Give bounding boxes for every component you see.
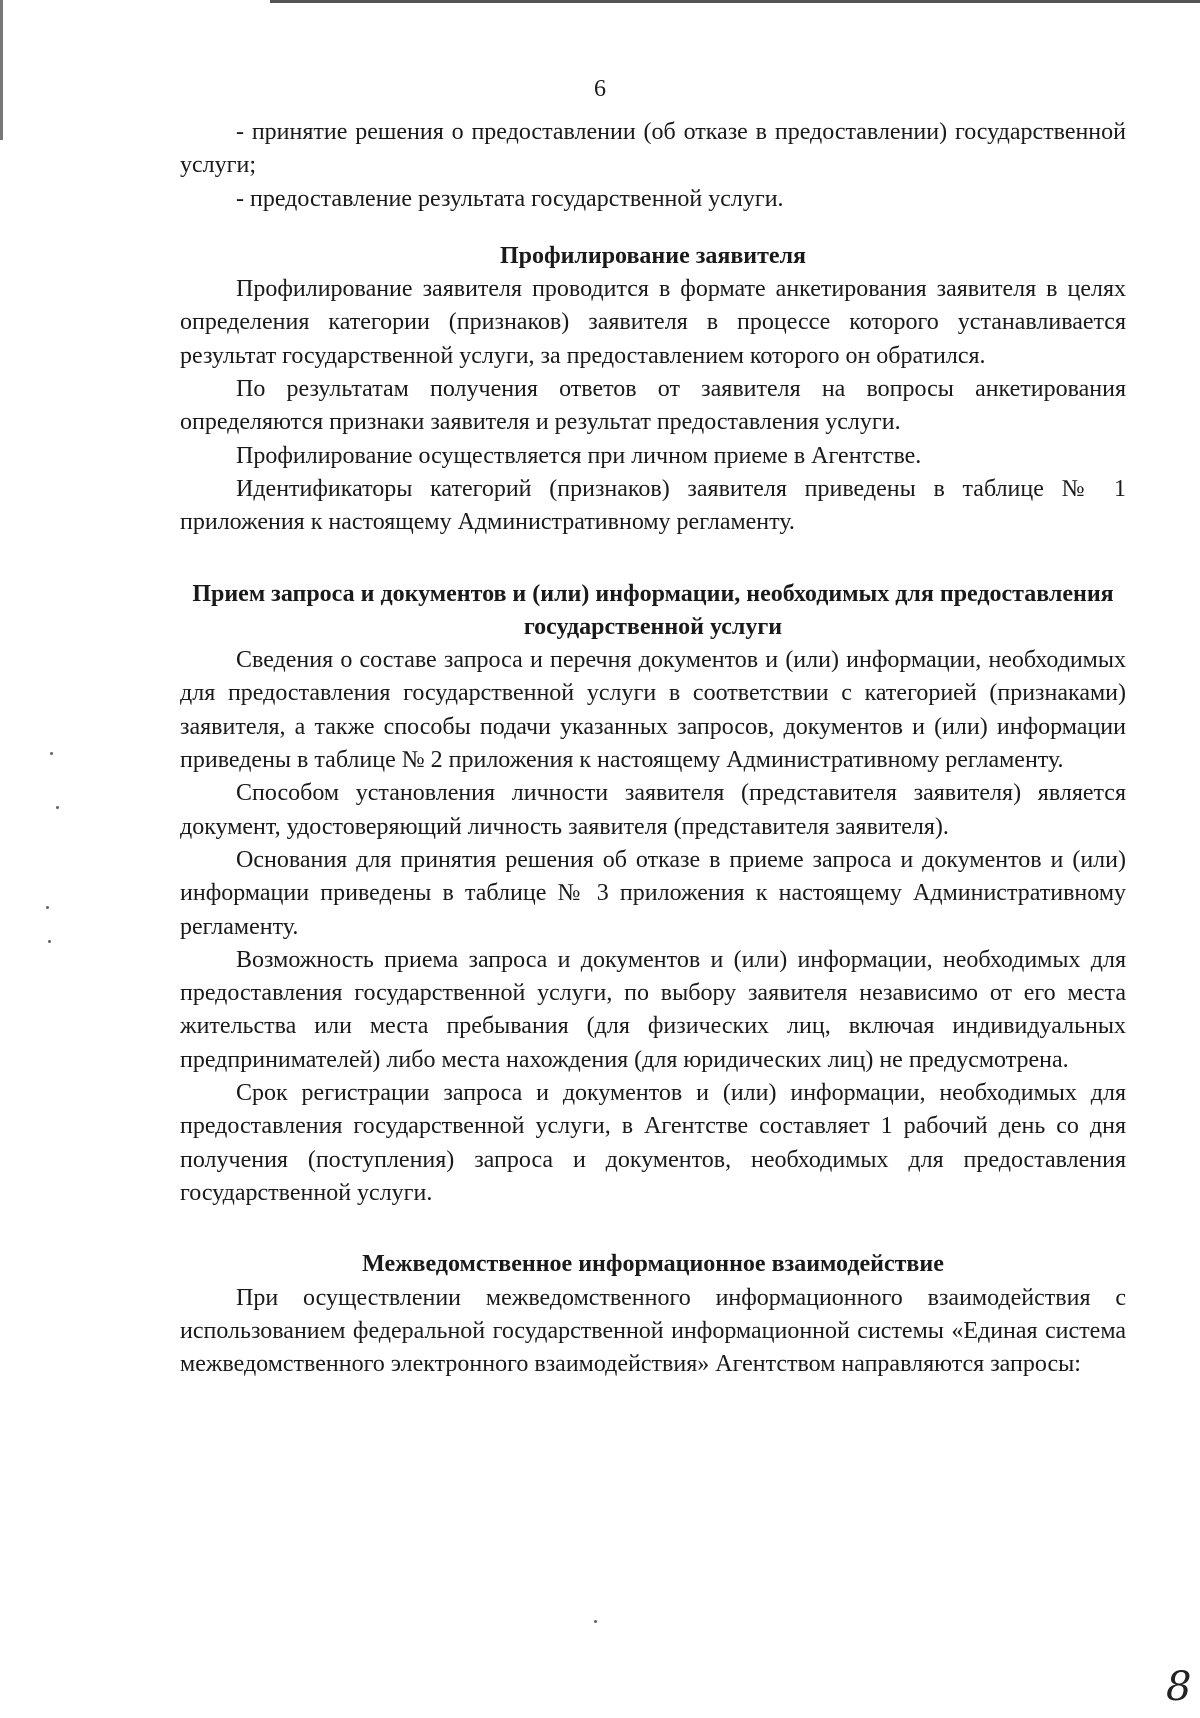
paragraph: Основания для принятия решения об отказе в приеме запроса и документов и (или) информации приведены в таблице № 3 приложения к настоящему Административному регламенту. [180,846,1126,940]
section-title-profiling: Профилирование заявителя [499,242,807,269]
paragraph: По результатам получения ответов от заявителя на вопросы анкетирования определяются признаки заявителя и результат предоставления услуги. [180,376,1126,436]
paragraph: Способом установления личности заявителя (представителя заявителя) является документ, удостоверяющий личность заявителя (представителя заявителя). [180,780,1126,840]
handwritten-page-mark: 8 [1166,1664,1192,1710]
paragraph: Профилирование осуществляется при личном приеме в Агентстве. [236,442,922,469]
scan-speck [56,806,59,809]
paragraph: Профилирование заявителя проводится в формате анкетирования заявителя в целях определения категории (признаков) заявителя в процессе которого устанавливается результат государственной услуги, за предоставлением которого он обратился. [180,276,1126,369]
scan-speck [46,906,49,909]
document-body [180,116,1126,1381]
paragraph: Сведения о составе запроса и перечня документов и (или) информации, необходимых для предоставления государственной услуги в соответствии с категорией (признаками) заявителя, а также способы подачи указанных запросов, документов и (или) информации приведены в таблице № 2 приложения к настоящему Административному регламенту. [180,647,1126,774]
scan-speck [48,940,51,943]
intro-item-1: - принятие решения о предоставлении (об отказе в предоставлении) государственной услуги; [180,119,1126,179]
page-number: 6 [594,76,606,102]
paragraph: Возможность приема запроса и документов и (или) информации, необходимых для предоставления государственной услуги, по выбору заявителя независимо от его места жительства или места пребывания (для физических лиц, включая индивидуальных предпринимателей) либо места нахождения (для юридических лиц) не предусмотрена. [180,946,1126,1073]
paragraph: Идентификаторы категорий (признаков) заявителя приведены в таблице № 1 приложения к настоящему Административному регламенту. [180,475,1126,536]
intro-item-2: - предоставление результата государственной услуги. [236,185,784,212]
scan-speck [50,752,53,755]
scan-speck [594,1620,597,1623]
section-title-interagency: Межведомственное информационное взаимодействие [362,1251,944,1278]
scan-left-border [0,0,3,140]
section-title-request-intake: Прием запроса и документов и (или) информации, необходимых для предоставления государственной услуги [192,580,1114,640]
paragraph: Срок регистрации запроса и документов и (или) информации, необходимых для предоставления государственной услуги, в Агентстве составляет 1 рабочий день со дня получения (поступления) запроса и документов, необходимых для предоставления государственной услуги. [180,1080,1126,1206]
paragraph: При осуществлении межведомственного информационного взаимодействия с использованием федеральной государственной информационной системы «Единая система межведомственного электронного взаимодействия» Агентством направляются запросы: [180,1284,1126,1378]
scan-top-border [270,0,1200,3]
